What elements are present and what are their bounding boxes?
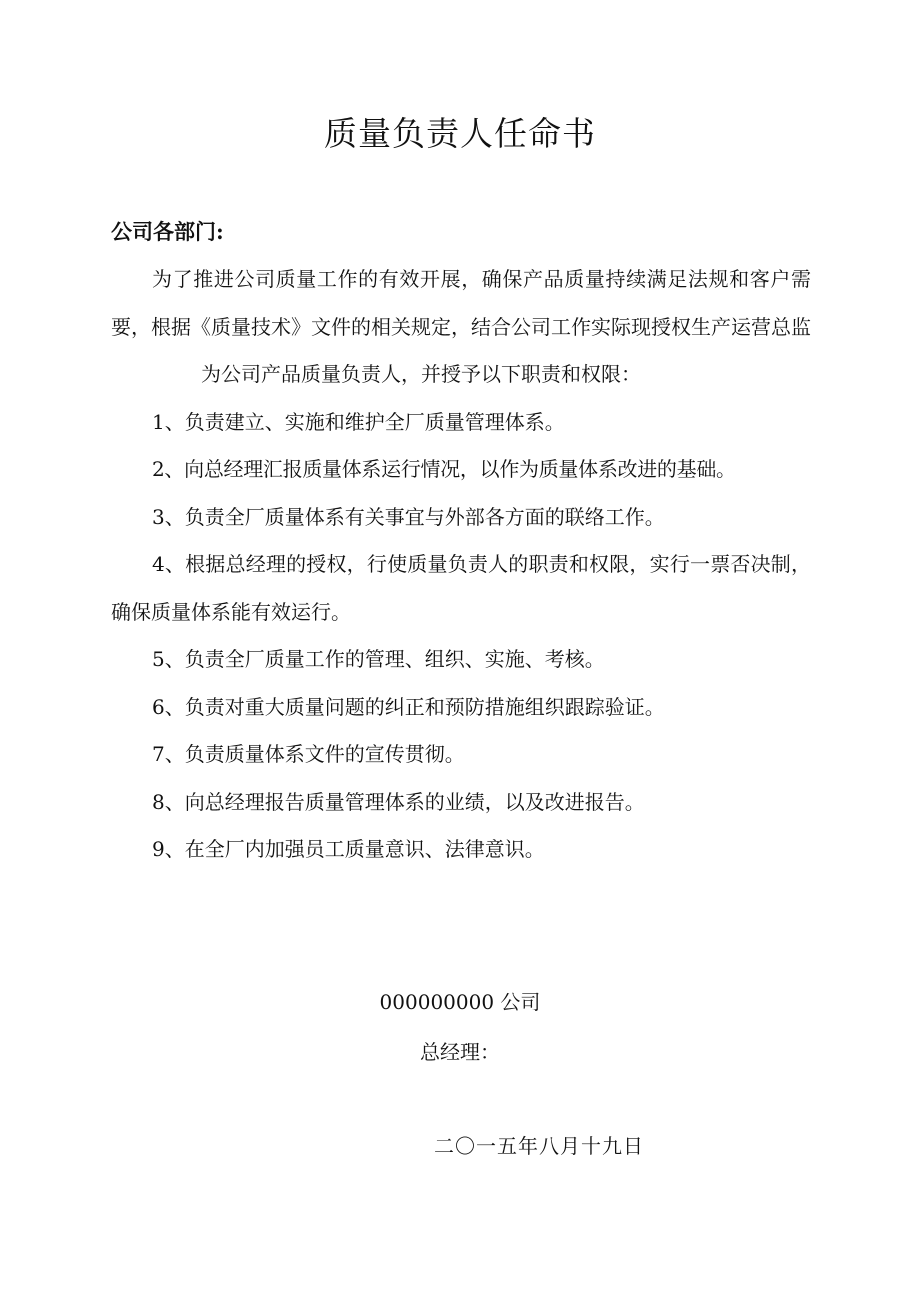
duty-item: 1、负责建立、实施和维护全厂质量管理体系。 bbox=[152, 409, 565, 434]
intro-paragraph bbox=[111, 256, 811, 399]
duty-item: 7、负责质量体系文件的宣传贯彻。 bbox=[152, 742, 465, 766]
duty-item: 4、根据总经理的授权，行使质量负责人的职责和权限，实行一票否决制，确保质量体系能有效运行。 bbox=[111, 552, 811, 624]
duty-item: 9、在全厂内加强员工质量意识、法律意识。 bbox=[152, 837, 545, 861]
duty-item: 3、负责全厂质量体系有关事宜与外部各方面的联络工作。 bbox=[152, 504, 665, 529]
document-title: 质量负责人任命书 bbox=[324, 114, 596, 153]
duty-item: 6、负责对重大质量问题的纠正和预防措施组织跟踪验证。 bbox=[152, 694, 665, 719]
duty-item: 5、负责全厂质量工作的管理、组织、实施、考核。 bbox=[152, 647, 605, 671]
general-manager-label: 总经理： bbox=[420, 1040, 500, 1064]
duty-item: 8、向总经理报告质量管理体系的业绩，以及改进报告。 bbox=[152, 789, 645, 814]
company-name: 000000000 公司 bbox=[379, 990, 541, 1014]
intro-text-after-blank: 为公司产品质量负责人，并授予以下职责和权限： bbox=[201, 362, 641, 386]
intro-text-before-blank: 为了推进公司质量工作的有效开展，确保产品质量持续满足法规和客户需要，根据《质量技术》文件的相关规定，结合公司工作实际现授权生产运营总监 bbox=[111, 267, 811, 339]
salutation: 公司各部门: bbox=[111, 219, 224, 244]
duty-item: 2、向总经理汇报质量体系运行情况，以作为质量体系改进的基础。 bbox=[152, 457, 736, 481]
document-body bbox=[111, 256, 811, 874]
document-date: 二〇一五年八月十九日 bbox=[434, 1134, 644, 1158]
